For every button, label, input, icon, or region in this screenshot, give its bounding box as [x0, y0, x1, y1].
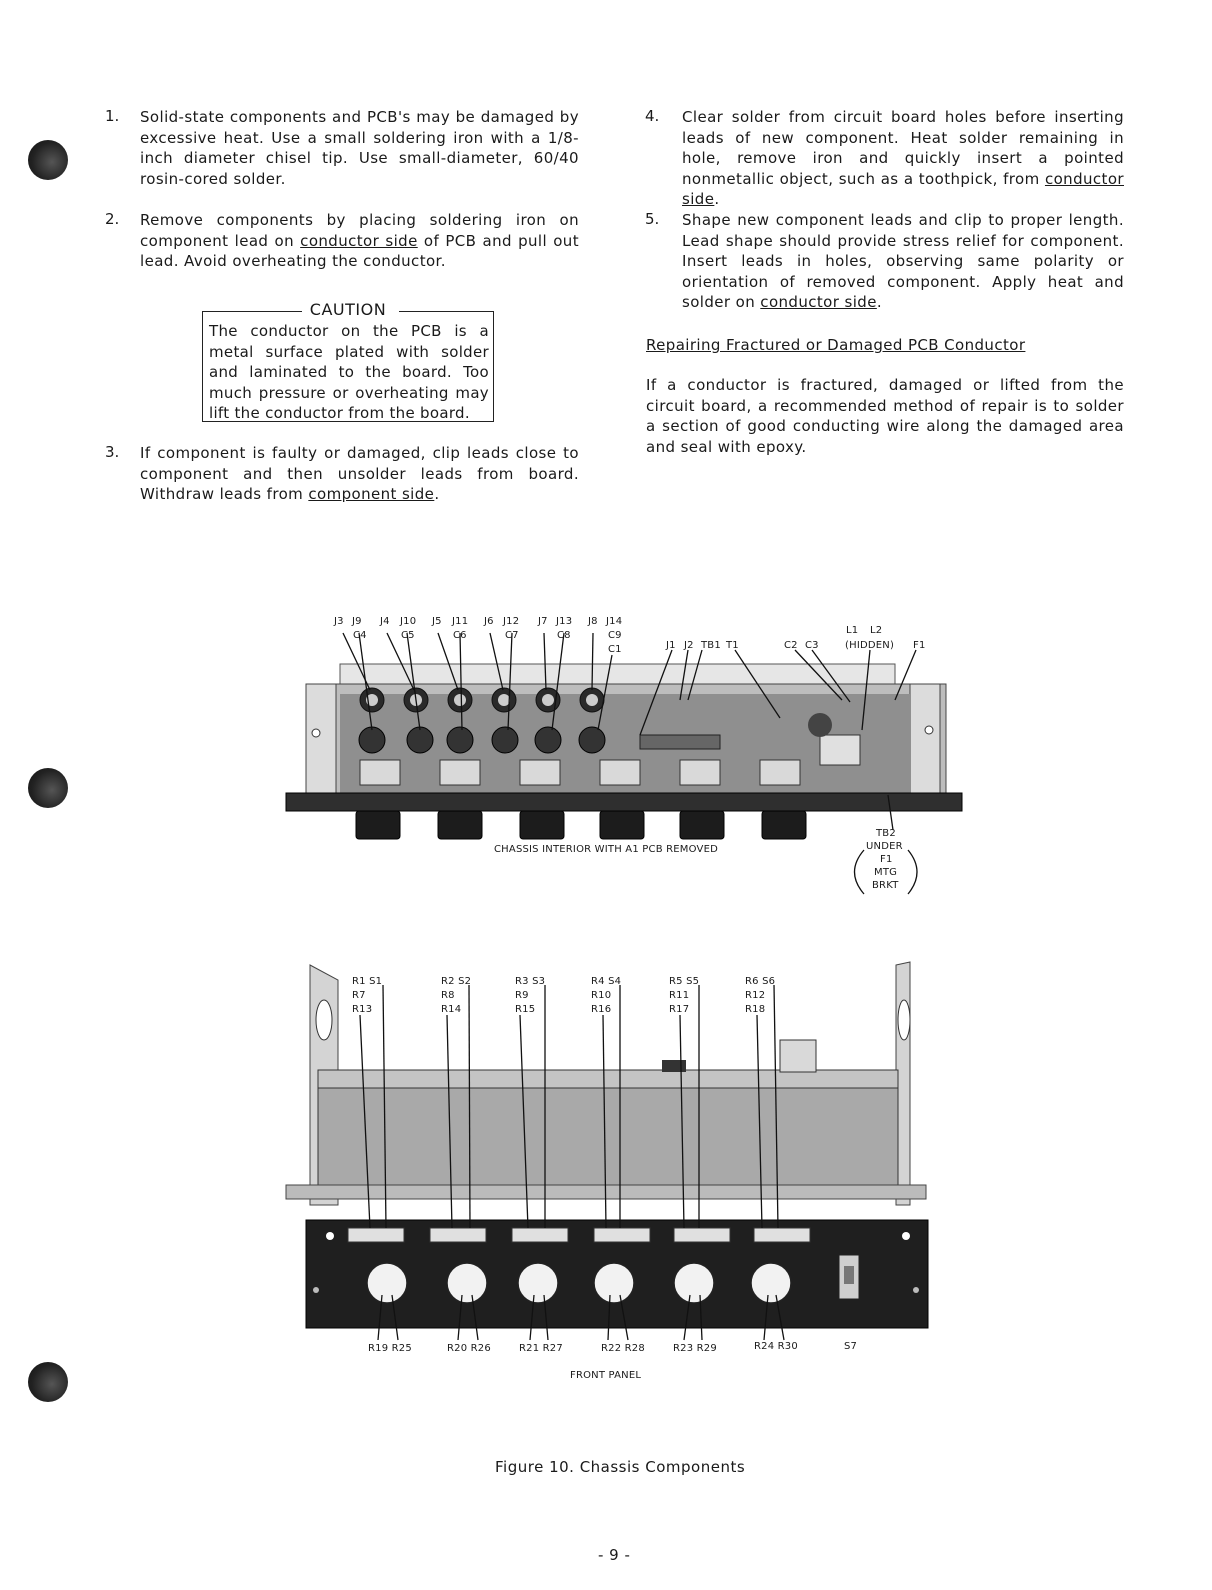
label-j4: J4	[380, 616, 390, 627]
label-r14: R14	[441, 1004, 462, 1015]
label-r20-r26: R20 R26	[447, 1343, 491, 1354]
label-c4: C4	[353, 630, 367, 641]
label-c5: C5	[401, 630, 415, 641]
instruction-item: Clear solder from circuit board holes before inserting leads of new component. Heat solder remaining in hole, remove iron and quickly insert a pointed nonmetallic object, such as a toothpick, from conductor side.	[682, 108, 1124, 208]
label-c3: C3	[805, 640, 819, 651]
label-r18: R18	[745, 1004, 766, 1015]
label-j9: J9	[352, 616, 362, 627]
label-r10: R10	[591, 990, 612, 1001]
label-r11: R11	[669, 990, 690, 1001]
label-mtg: MTG	[874, 867, 898, 878]
label-c6: C6	[453, 630, 467, 641]
label-under: UNDER	[866, 841, 903, 852]
label-j6: J6	[484, 616, 494, 627]
label-c9: C9	[608, 630, 622, 641]
item-number: 1.	[105, 107, 120, 125]
label-r2-s2: R2 S2	[441, 976, 472, 987]
label-l2: L2	[870, 625, 883, 636]
label-hidden: (HIDDEN)	[845, 640, 895, 651]
label-j14: J14	[606, 616, 623, 627]
label-r13: R13	[352, 1004, 373, 1015]
instruction-item: Shape new component leads and clip to proper length. Lead shape should provide stress relief for component. Insert leads in holes, observing same polarity or orientation of removed component. Apply heat and solder on conductor side.	[682, 211, 1124, 311]
label-f1-bracket: F1	[880, 854, 893, 865]
repair-paragraph: If a conductor is fractured, damaged or lifted from the circuit board, a recommended method of repair is to solder a section of good conducting wire along the damaged area and seal with epoxy.	[646, 376, 1124, 456]
label-j1: J1	[666, 640, 676, 651]
label-c8: C8	[557, 630, 571, 641]
label-c1: C1	[608, 644, 622, 655]
label-j13: J13	[556, 616, 573, 627]
label-j10: J10	[400, 616, 417, 627]
label-r6-s6: R6 S6	[745, 976, 776, 987]
instruction-item: Solid-state components and PCB's may be damaged by excessive heat. Use a small soldering iron with a 1/8-inch diameter chisel tip. Use small-diameter, 60/40 rosin-cored solder.	[140, 108, 579, 188]
label-j3: J3	[334, 616, 344, 627]
label-j12: J12	[503, 616, 520, 627]
binder-hole-bottom	[28, 1362, 68, 1402]
label-r9: R9	[515, 990, 529, 1001]
label-r17: R17	[669, 1004, 690, 1015]
item-number: 5.	[645, 210, 660, 228]
label-r5-s5: R5 S5	[669, 976, 700, 987]
label-t1: T1	[726, 640, 739, 651]
binder-hole-middle	[28, 768, 68, 808]
caution-text: The conductor on the PCB is a metal surface plated with solder and laminated to the board. Too much pressure or overheating may lift the conductor from the board.	[209, 322, 489, 422]
caution-box	[202, 300, 494, 422]
label-r8: R8	[441, 990, 455, 1001]
label-l1: L1	[846, 625, 859, 636]
label-r4-s4: R4 S4	[591, 976, 622, 987]
chassis-interior-caption: CHASSIS INTERIOR WITH A1 PCB REMOVED	[494, 844, 718, 855]
label-tb1: TB1	[701, 640, 721, 651]
label-r23-r29: R23 R29	[673, 1343, 717, 1354]
item-number: 3.	[105, 443, 120, 461]
label-j2: J2	[684, 640, 694, 651]
label-r1-s1: R1 S1	[352, 976, 383, 987]
label-j8: J8	[588, 616, 598, 627]
label-c7: C7	[505, 630, 519, 641]
label-r24-r30: R24 R30	[754, 1341, 798, 1352]
label-r16: R16	[591, 1004, 612, 1015]
front-panel-caption: FRONT PANEL	[570, 1370, 642, 1381]
label-r12: R12	[745, 990, 766, 1001]
label-c2: C2	[784, 640, 798, 651]
label-r15: R15	[515, 1004, 536, 1015]
figure-caption: Figure 10. Chassis Components	[495, 1458, 746, 1476]
label-r7: R7	[352, 990, 366, 1001]
label-j11: J11	[452, 616, 469, 627]
section-heading: Repairing Fractured or Damaged PCB Conductor	[646, 336, 1026, 354]
page-number: - 9 -	[598, 1546, 631, 1564]
label-brkt: BRKT	[872, 880, 899, 891]
label-r21-r27: R21 R27	[519, 1343, 563, 1354]
item-number: 2.	[105, 210, 120, 228]
label-j5: J5	[432, 616, 442, 627]
label-f1: F1	[913, 640, 926, 651]
instruction-item: If component is faulty or damaged, clip leads close to component and then unsolder leads from board. Withdraw leads from component side.	[140, 444, 579, 503]
label-r19-r25: R19 R25	[368, 1343, 412, 1354]
caution-title: CAUTION	[305, 300, 391, 319]
label-j7: J7	[538, 616, 548, 627]
label-s7: S7	[844, 1341, 858, 1352]
label-tb2: TB2	[876, 828, 896, 839]
label-r3-s3: R3 S3	[515, 976, 546, 987]
item-number: 4.	[645, 107, 660, 125]
instruction-item: Remove components by placing soldering iron on component lead on conductor side of PCB and pull out lead. Avoid overheating the conductor.	[140, 211, 579, 270]
binder-hole-top	[28, 140, 68, 180]
label-r22-r28: R22 R28	[601, 1343, 645, 1354]
